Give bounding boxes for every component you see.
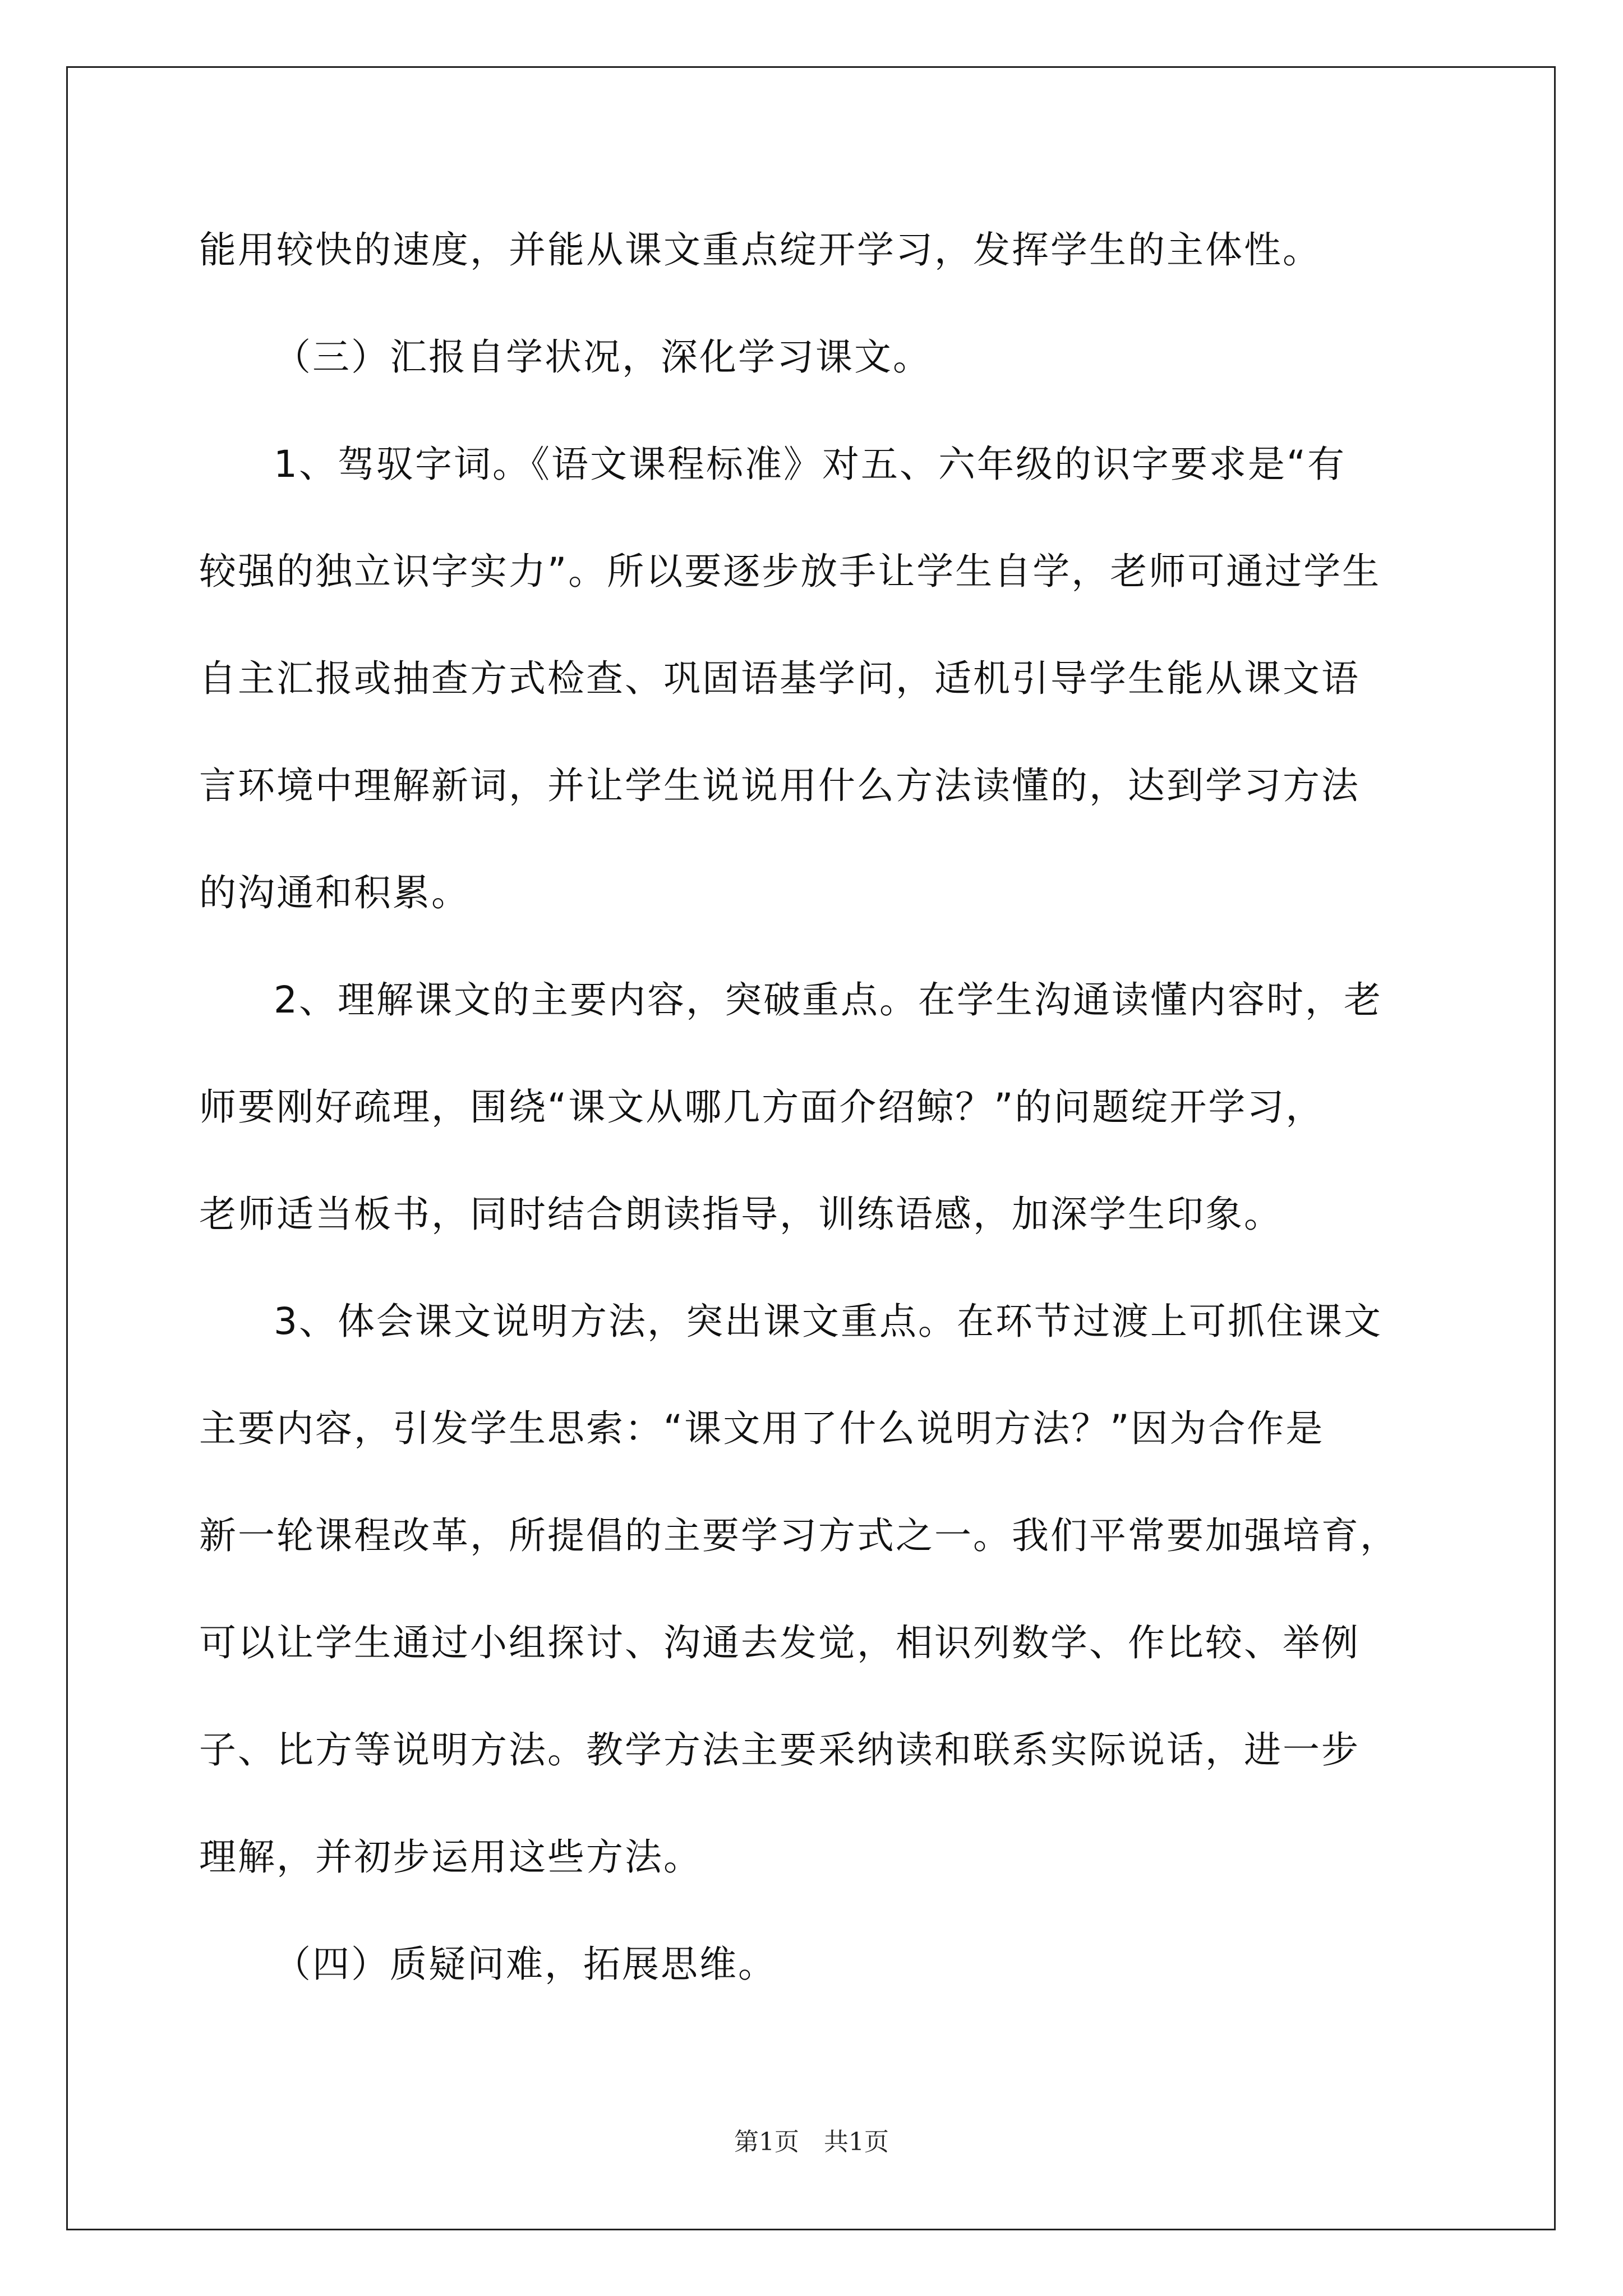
paragraph-start: 2、理解课文的主要内容，突破重点。在学生沟通读懂内容时，老 bbox=[274, 978, 1382, 1022]
paragraph-start: 1、驾驭字词。《语文课程标准》对五、六年级的识字要求是“有 bbox=[274, 443, 1347, 486]
page-border bbox=[66, 66, 1556, 2230]
text-line: 较强的独立识字实力”。所以要逐步放手让学生自学，老师可通过学生 bbox=[199, 550, 1381, 593]
text-line: 可以让学生通过小组探讨、沟通去发觉，相识列数学、作比较、举例 bbox=[199, 1621, 1360, 1664]
text-line: 老师适当板书，同时结合朗读指导，训练语感，加深学生印象。 bbox=[199, 1193, 1283, 1236]
page-footer: 第1页 共1页 bbox=[734, 2128, 889, 2156]
text-line: 能用较快的速度，并能从课文重点绽开学习，发挥学生的主体性。 bbox=[199, 228, 1321, 272]
text-line: 师要刚好疏理，围绕“课文从哪几方面介绍鲸？”的问题绽开学习， bbox=[199, 1085, 1325, 1129]
text-line: 理解，并初步运用这些方法。 bbox=[199, 1835, 702, 1879]
text-line: 自主汇报或抽查方式检查、巩固语基学问，适机引导学生能从课文语 bbox=[199, 657, 1360, 700]
paragraph-start: 3、体会课文说明方法，突出课文重点。在环节过渡上可抓住课文 bbox=[274, 1300, 1382, 1343]
section-heading: （四）质疑问难，拓展思维。 bbox=[274, 1943, 777, 1986]
text-line: 的沟通和积累。 bbox=[199, 871, 470, 914]
text-line: 新一轮课程改革，所提倡的主要学习方式之一。我们平常要加强培育， bbox=[199, 1514, 1399, 1557]
text-line: 主要内容，引发学生思索：“课文用了什么说明方法？”因为合作是 bbox=[199, 1407, 1325, 1450]
section-heading: （三）汇报自学状况，深化学习课文。 bbox=[274, 335, 932, 379]
text-line: 子、比方等说明方法。教学方法主要采纳读和联系实际说话，进一步 bbox=[199, 1728, 1360, 1772]
text-line: 言环境中理解新词，并让学生说说用什么方法读懂的，达到学习方法 bbox=[199, 764, 1360, 807]
